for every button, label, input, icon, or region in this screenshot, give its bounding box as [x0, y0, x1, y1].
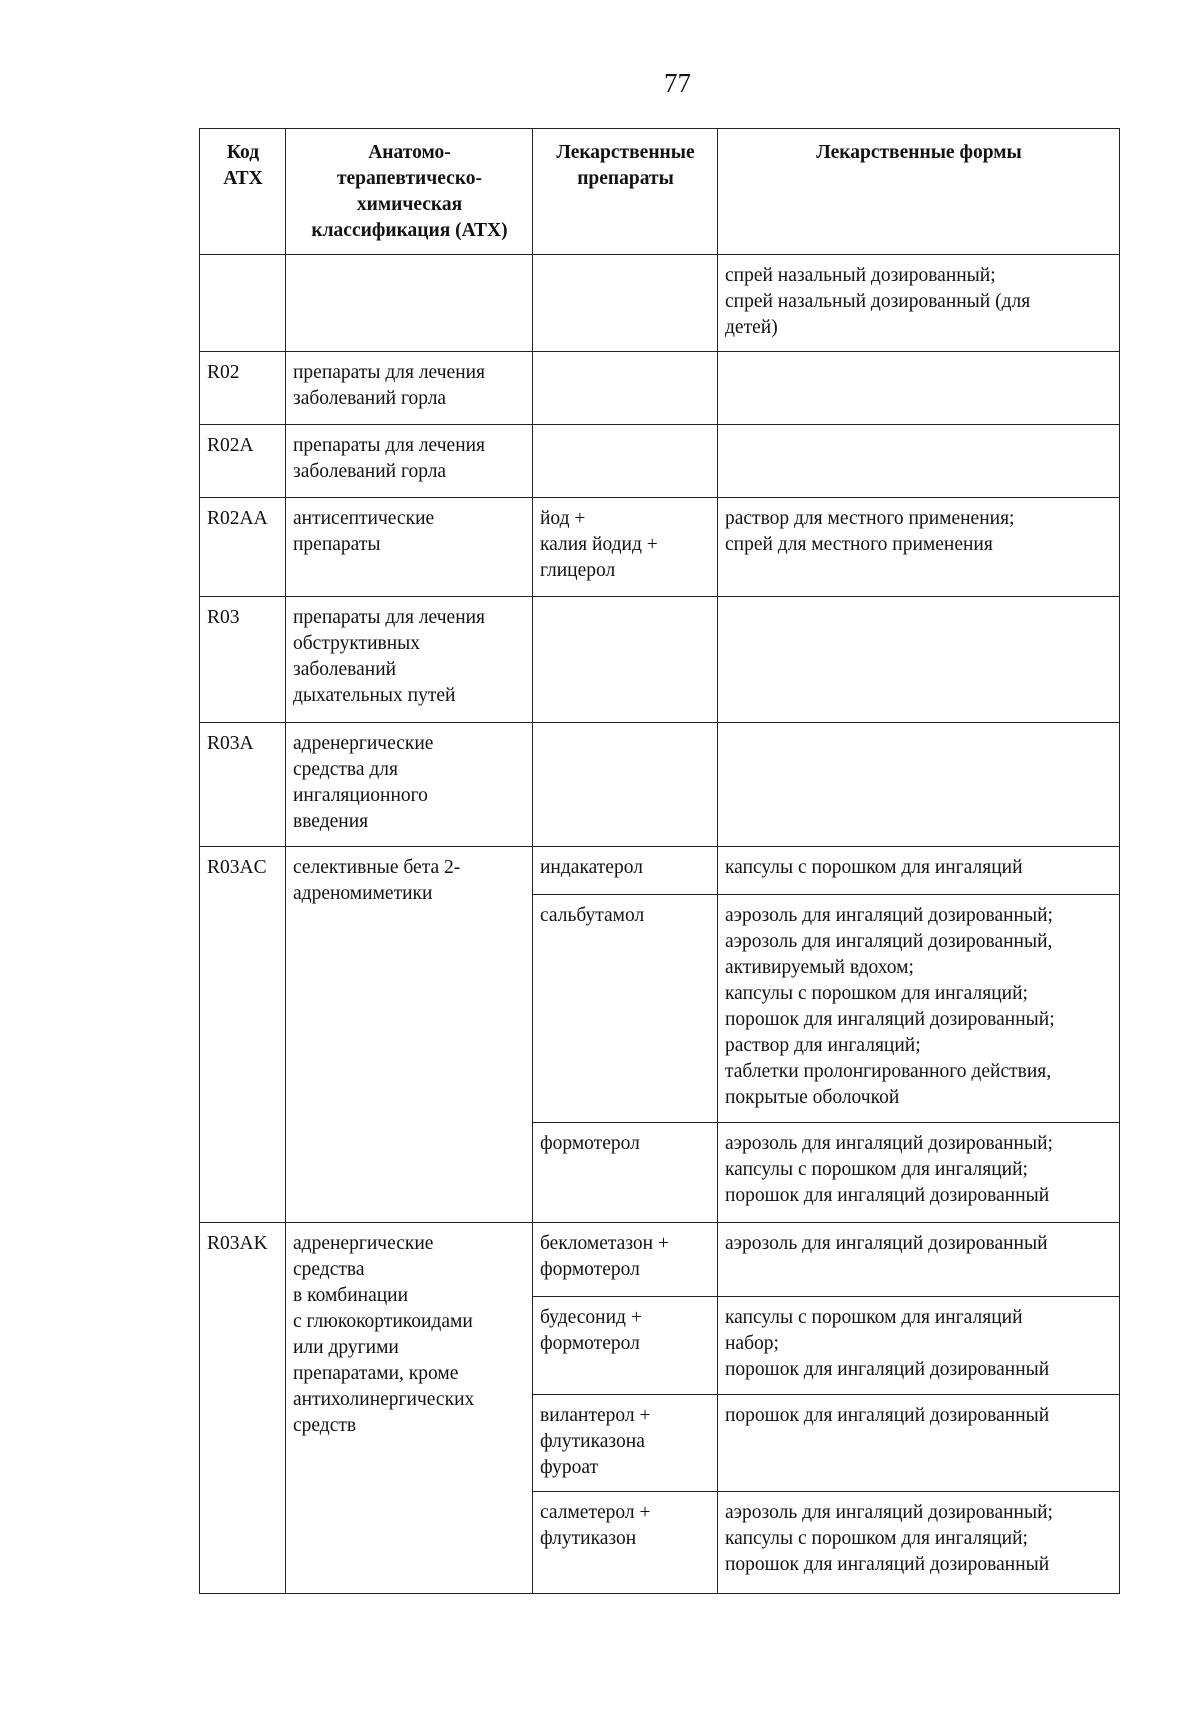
- dosage-forms-cell: порошок для ингаляций дозированный: [718, 1395, 1120, 1492]
- header-atx-code: Код АТХ: [200, 129, 286, 255]
- dosage-forms-cell: [718, 425, 1120, 498]
- atx-code-cell: R03A: [200, 723, 286, 847]
- dosage-forms-cell: [718, 597, 1120, 723]
- drug-cell: сальбутамол: [533, 895, 718, 1123]
- dosage-forms-cell: аэрозоль для ингаляций дозированный: [718, 1223, 1120, 1297]
- table-row: [200, 255, 1120, 352]
- header-dosage-forms: Лекарственные формы: [718, 129, 1120, 255]
- drug-cell: беклометазон + формотерол: [533, 1223, 718, 1297]
- classification-cell: препараты для лечения обструктивных заболеваний дыхательных путей: [286, 597, 533, 723]
- dosage-forms-cell: [718, 352, 1120, 425]
- dosage-forms-cell: аэрозоль для ингаляций дозированный; аэрозоль для ингаляций дозированный, активируемый вдохом; капсулы с порошком для ингаляций; порошок для ингаляций дозированный; раствор для ингаляций; таблетки пролонгированного действия, покрытые оболочкой: [718, 895, 1120, 1123]
- atx-code-cell: R02: [200, 352, 286, 425]
- classification-cell: селективные бета 2- адреномиметики: [286, 847, 533, 1223]
- classification-cell: препараты для лечения заболеваний горла: [286, 352, 533, 425]
- drug-cell: [533, 352, 718, 425]
- table-row: [200, 425, 1120, 498]
- table-row: [200, 723, 1120, 847]
- dosage-forms-cell: аэрозоль для ингаляций дозированный; капсулы с порошком для ингаляций; порошок для ингаляций дозированный: [718, 1492, 1120, 1594]
- dosage-forms-cell: капсулы с порошком для ингаляций набор; порошок для ингаляций дозированный: [718, 1297, 1120, 1395]
- header-drugs: Лекарственные препараты: [533, 129, 718, 255]
- dosage-forms-cell: спрей назальный дозированный; спрей назальный дозированный (для детей): [718, 255, 1120, 352]
- table-header-row: [200, 129, 1120, 255]
- drug-cell: салметерол + флутиказон: [533, 1492, 718, 1594]
- header-atx-classification: Анатомо- терапевтическо- химическая классификация (АТХ): [286, 129, 533, 255]
- drug-cell: [533, 723, 718, 847]
- atx-code-cell: R03: [200, 597, 286, 723]
- atx-drug-table: [199, 128, 1120, 1594]
- atx-code-cell: R03AC: [200, 847, 286, 1223]
- classification-cell: препараты для лечения заболеваний горла: [286, 425, 533, 498]
- classification-cell: [286, 255, 533, 352]
- drug-cell: [533, 597, 718, 723]
- dosage-forms-cell: капсулы с порошком для ингаляций: [718, 847, 1120, 895]
- page-number: 77: [664, 68, 691, 98]
- drug-cell: вилантерол + флутиказона фуроат: [533, 1395, 718, 1492]
- drug-cell: йод + калия йодид + глицерол: [533, 498, 718, 597]
- drug-cell: формотерол: [533, 1123, 718, 1223]
- drug-cell: будесонид + формотерол: [533, 1297, 718, 1395]
- classification-cell: антисептические препараты: [286, 498, 533, 597]
- atx-code-cell: R02A: [200, 425, 286, 498]
- atx-code-cell: R03AK: [200, 1223, 286, 1594]
- table-row: [200, 498, 1120, 597]
- atx-code-cell: [200, 255, 286, 352]
- table-row: [200, 352, 1120, 425]
- dosage-forms-cell: аэрозоль для ингаляций дозированный; капсулы с порошком для ингаляций; порошок для ингаляций дозированный: [718, 1123, 1120, 1223]
- dosage-forms-cell: [718, 723, 1120, 847]
- classification-cell: адренергические средства для ингаляционного введения: [286, 723, 533, 847]
- atx-code-cell: R02AA: [200, 498, 286, 597]
- drug-cell: индакатерол: [533, 847, 718, 895]
- table-row: [200, 847, 1120, 895]
- table-row: [200, 597, 1120, 723]
- drug-cell: [533, 255, 718, 352]
- table-row: [200, 1223, 1120, 1297]
- classification-cell: адренергические средства в комбинации с глюкокортикоидами или другими препаратами, кроме антихолинергических средств: [286, 1223, 533, 1594]
- dosage-forms-cell: раствор для местного применения; спрей для местного применения: [718, 498, 1120, 597]
- drug-cell: [533, 425, 718, 498]
